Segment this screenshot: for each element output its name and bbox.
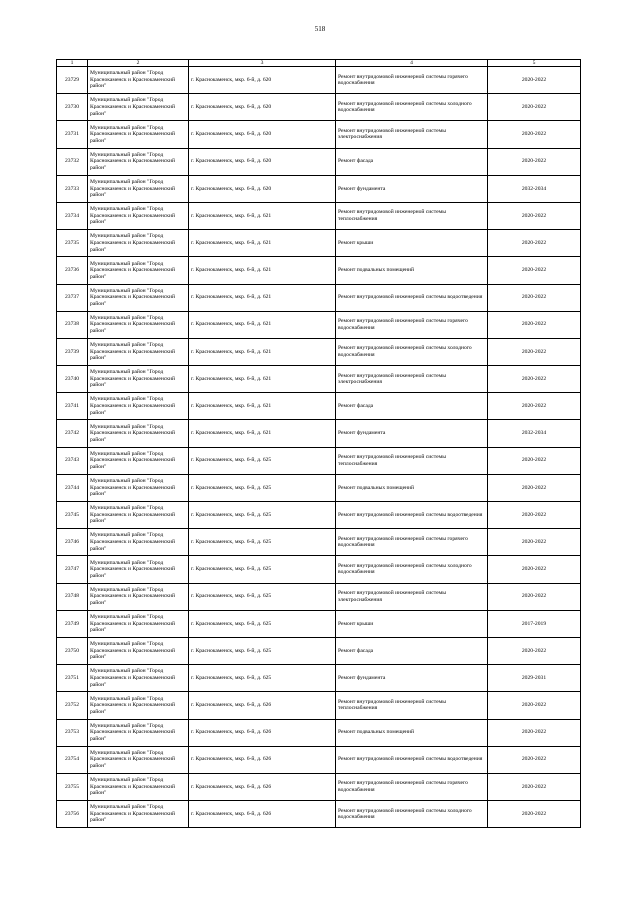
- address-cell: г. Краснокаменск, мкр. 6-й, д. 625: [189, 637, 336, 664]
- municipality-cell: Муниципальный район "Город Краснокаменск и Краснокаменский район": [88, 311, 189, 338]
- row-number: 23747: [57, 556, 88, 583]
- address-cell: г. Краснокаменск, мкр. 6-й, д. 625: [189, 447, 336, 474]
- period-cell: 2020-2022: [488, 230, 581, 257]
- work-type-cell: Ремонт фундамента: [336, 175, 488, 202]
- work-type-cell: Ремонт внутридомовой инженерной системы электроснабжения: [336, 121, 488, 148]
- address-cell: г. Краснокаменск, мкр. 6-й, д. 625: [189, 610, 336, 637]
- table-row: [57, 529, 581, 556]
- table-row: [57, 502, 581, 529]
- row-number: 23756: [57, 801, 88, 828]
- address-cell: г. Краснокаменск, мкр. 6-й, д. 620: [189, 67, 336, 94]
- work-type-cell: Ремонт фасада: [336, 148, 488, 175]
- table-row: [57, 583, 581, 610]
- municipality-cell: Муниципальный район "Город Краснокаменск и Краснокаменский район": [88, 502, 189, 529]
- municipality-cell: Муниципальный район "Город Краснокаменск и Краснокаменский район": [88, 338, 189, 365]
- work-type-cell: Ремонт внутридомовой инженерной системы холодного водоснабжения: [336, 801, 488, 828]
- table-row: [57, 637, 581, 664]
- municipality-cell: Муниципальный район "Город Краснокаменск и Краснокаменский район": [88, 474, 189, 501]
- table-row: [57, 393, 581, 420]
- period-cell: 2020-2022: [488, 502, 581, 529]
- municipality-cell: Муниципальный район "Город Краснокаменск и Краснокаменский район": [88, 637, 189, 664]
- table-row: [57, 746, 581, 773]
- column-header-1: 1: [57, 60, 88, 67]
- address-cell: г. Краснокаменск, мкр. 6-й, д. 625: [189, 474, 336, 501]
- period-cell: 2020-2022: [488, 773, 581, 800]
- period-cell: 2020-2022: [488, 284, 581, 311]
- municipality-cell: Муниципальный район "Город Краснокаменск и Краснокаменский район": [88, 746, 189, 773]
- row-number: 23737: [57, 284, 88, 311]
- municipality-cell: Муниципальный район "Город Краснокаменск и Краснокаменский район": [88, 447, 189, 474]
- work-type-cell: Ремонт подвальных помещений: [336, 719, 488, 746]
- work-type-cell: Ремонт внутридомовой инженерной системы теплоснабжения: [336, 202, 488, 229]
- row-number: 23735: [57, 230, 88, 257]
- row-number: 23753: [57, 719, 88, 746]
- table-row: [57, 311, 581, 338]
- municipality-cell: Муниципальный район "Город Краснокаменск и Краснокаменский район": [88, 175, 189, 202]
- row-number: 23744: [57, 474, 88, 501]
- table-row: [57, 148, 581, 175]
- work-type-cell: Ремонт внутридомовой инженерной системы электроснабжения: [336, 583, 488, 610]
- address-cell: г. Краснокаменск, мкр. 6-й, д. 626: [189, 692, 336, 719]
- work-type-cell: Ремонт внутридомовой инженерной системы водоотведения: [336, 284, 488, 311]
- address-cell: г. Краснокаменск, мкр. 6-й, д. 621: [189, 230, 336, 257]
- capital-repair-table: [56, 59, 581, 828]
- row-number: 23731: [57, 121, 88, 148]
- municipality-cell: Муниципальный район "Город Краснокаменск и Краснокаменский район": [88, 284, 189, 311]
- work-type-cell: Ремонт внутридомовой инженерной системы горячего водоснабжения: [336, 67, 488, 94]
- table-row: [57, 447, 581, 474]
- address-cell: г. Краснокаменск, мкр. 6-й, д. 621: [189, 202, 336, 229]
- table-row: [57, 474, 581, 501]
- row-number: 23738: [57, 311, 88, 338]
- work-type-cell: Ремонт внутридомовой инженерной системы теплоснабжения: [336, 447, 488, 474]
- period-cell: 2020-2022: [488, 529, 581, 556]
- period-cell: 2020-2022: [488, 366, 581, 393]
- address-cell: г. Краснокаменск, мкр. 6-й, д. 625: [189, 583, 336, 610]
- row-number: 23740: [57, 366, 88, 393]
- period-cell: 2032-2034: [488, 175, 581, 202]
- row-number: 23748: [57, 583, 88, 610]
- period-cell: 2020-2022: [488, 94, 581, 121]
- period-cell: 2020-2022: [488, 202, 581, 229]
- table-row: [57, 121, 581, 148]
- address-cell: г. Краснокаменск, мкр. 6-й, д. 621: [189, 366, 336, 393]
- work-type-cell: Ремонт внутридомовой инженерной системы водоотведения: [336, 502, 488, 529]
- municipality-cell: Муниципальный район "Город Краснокаменск и Краснокаменский район": [88, 610, 189, 637]
- work-type-cell: Ремонт подвальных помещений: [336, 474, 488, 501]
- work-type-cell: Ремонт внутридомовой инженерной системы теплоснабжения: [336, 692, 488, 719]
- work-type-cell: Ремонт крыши: [336, 610, 488, 637]
- page-number: 518: [314, 25, 326, 33]
- work-type-cell: Ремонт внутридомовой инженерной системы холодного водоснабжения: [336, 556, 488, 583]
- work-type-cell: Ремонт фасада: [336, 637, 488, 664]
- row-number: 23741: [57, 393, 88, 420]
- period-cell: 2020-2022: [488, 447, 581, 474]
- table-row: [57, 257, 581, 284]
- column-header-3: 3: [189, 60, 336, 67]
- address-cell: г. Краснокаменск, мкр. 6-й, д. 625: [189, 502, 336, 529]
- municipality-cell: Муниципальный район "Город Краснокаменск и Краснокаменский район": [88, 801, 189, 828]
- address-cell: г. Краснокаменск, мкр. 6-й, д. 621: [189, 420, 336, 447]
- work-type-cell: Ремонт внутридомовой инженерной системы горячего водоснабжения: [336, 311, 488, 338]
- table-row: [57, 284, 581, 311]
- table-row: [57, 773, 581, 800]
- work-type-cell: Ремонт фундамента: [336, 665, 488, 692]
- row-number: 23755: [57, 773, 88, 800]
- municipality-cell: Муниципальный район "Город Краснокаменск и Краснокаменский район": [88, 556, 189, 583]
- table-row: [57, 556, 581, 583]
- municipality-cell: Муниципальный район "Город Краснокаменск и Краснокаменский район": [88, 67, 189, 94]
- period-cell: 2020-2022: [488, 148, 581, 175]
- municipality-cell: Муниципальный район "Город Краснокаменск и Краснокаменский район": [88, 257, 189, 284]
- row-number: 23749: [57, 610, 88, 637]
- address-cell: г. Краснокаменск, мкр. 6-й, д. 625: [189, 529, 336, 556]
- work-type-cell: Ремонт подвальных помещений: [336, 257, 488, 284]
- table-row: [57, 366, 581, 393]
- address-cell: г. Краснокаменск, мкр. 6-й, д. 621: [189, 311, 336, 338]
- address-cell: г. Краснокаменск, мкр. 6-й, д. 620: [189, 94, 336, 121]
- row-number: 23745: [57, 502, 88, 529]
- municipality-cell: Муниципальный район "Город Краснокаменск и Краснокаменский район": [88, 202, 189, 229]
- table-row: [57, 420, 581, 447]
- address-cell: г. Краснокаменск, мкр. 6-й, д. 621: [189, 393, 336, 420]
- period-cell: 2020-2022: [488, 719, 581, 746]
- row-number: 23752: [57, 692, 88, 719]
- work-type-cell: Ремонт фасада: [336, 393, 488, 420]
- municipality-cell: Муниципальный район "Город Краснокаменск и Краснокаменский район": [88, 148, 189, 175]
- table-row: [57, 230, 581, 257]
- work-type-cell: Ремонт фундамента: [336, 420, 488, 447]
- address-cell: г. Краснокаменск, мкр. 6-й, д. 626: [189, 746, 336, 773]
- municipality-cell: Муниципальный район "Город Краснокаменск и Краснокаменский район": [88, 665, 189, 692]
- column-header-4: 4: [336, 60, 488, 67]
- municipality-cell: Муниципальный район "Город Краснокаменск и Краснокаменский район": [88, 583, 189, 610]
- municipality-cell: Муниципальный район "Город Краснокаменск и Краснокаменский район": [88, 773, 189, 800]
- table-row: [57, 338, 581, 365]
- address-cell: г. Краснокаменск, мкр. 6-й, д. 625: [189, 665, 336, 692]
- address-cell: г. Краснокаменск, мкр. 6-й, д. 626: [189, 801, 336, 828]
- address-cell: г. Краснокаменск, мкр. 6-й, д. 621: [189, 284, 336, 311]
- period-cell: 2020-2022: [488, 637, 581, 664]
- work-type-cell: Ремонт крыши: [336, 230, 488, 257]
- period-cell: 2020-2022: [488, 583, 581, 610]
- municipality-cell: Муниципальный район "Город Краснокаменск и Краснокаменский район": [88, 393, 189, 420]
- address-cell: г. Краснокаменск, мкр. 6-й, д. 620: [189, 121, 336, 148]
- period-cell: 2020-2022: [488, 474, 581, 501]
- table-row: [57, 719, 581, 746]
- column-header-5: 5: [488, 60, 581, 67]
- municipality-cell: Муниципальный район "Город Краснокаменск и Краснокаменский район": [88, 366, 189, 393]
- work-type-cell: Ремонт внутридомовой инженерной системы холодного водоснабжения: [336, 94, 488, 121]
- address-cell: г. Краснокаменск, мкр. 6-й, д. 620: [189, 175, 336, 202]
- table-row: [57, 67, 581, 94]
- period-cell: 2020-2022: [488, 121, 581, 148]
- table-row: [57, 692, 581, 719]
- period-cell: 2020-2022: [488, 67, 581, 94]
- address-cell: г. Краснокаменск, мкр. 6-й, д. 626: [189, 719, 336, 746]
- period-cell: 2020-2022: [488, 311, 581, 338]
- row-number: 23746: [57, 529, 88, 556]
- row-number: 23739: [57, 338, 88, 365]
- municipality-cell: Муниципальный район "Город Краснокаменск и Краснокаменский район": [88, 121, 189, 148]
- row-number: 23733: [57, 175, 88, 202]
- address-cell: г. Краснокаменск, мкр. 6-й, д. 621: [189, 338, 336, 365]
- period-cell: 2032-2034: [488, 420, 581, 447]
- work-type-cell: Ремонт внутридомовой инженерной системы электроснабжения: [336, 366, 488, 393]
- address-cell: г. Краснокаменск, мкр. 6-й, д. 626: [189, 773, 336, 800]
- row-number: 23751: [57, 665, 88, 692]
- period-cell: 2020-2022: [488, 801, 581, 828]
- address-cell: г. Краснокаменск, мкр. 6-й, д. 621: [189, 257, 336, 284]
- work-type-cell: Ремонт внутридомовой инженерной системы холодного водоснабжения: [336, 338, 488, 365]
- municipality-cell: Муниципальный район "Город Краснокаменск и Краснокаменский район": [88, 230, 189, 257]
- period-cell: 2020-2022: [488, 556, 581, 583]
- address-cell: г. Краснокаменск, мкр. 6-й, д. 620: [189, 148, 336, 175]
- period-cell: 2020-2022: [488, 746, 581, 773]
- row-number: 23743: [57, 447, 88, 474]
- column-header-2: 2: [88, 60, 189, 67]
- table-row: [57, 801, 581, 828]
- period-cell: 2020-2022: [488, 692, 581, 719]
- table-body: [57, 67, 581, 828]
- period-cell: 2020-2022: [488, 338, 581, 365]
- row-number: 23734: [57, 202, 88, 229]
- municipality-cell: Муниципальный район "Город Краснокаменск и Краснокаменский район": [88, 94, 189, 121]
- row-number: 23729: [57, 67, 88, 94]
- municipality-cell: Муниципальный район "Город Краснокаменск и Краснокаменский район": [88, 529, 189, 556]
- table-row: [57, 175, 581, 202]
- table-row: [57, 610, 581, 637]
- work-type-cell: Ремонт внутридомовой инженерной системы водоотведения: [336, 746, 488, 773]
- table-row: [57, 202, 581, 229]
- row-number: 23750: [57, 637, 88, 664]
- municipality-cell: Муниципальный район "Город Краснокаменск и Краснокаменский район": [88, 719, 189, 746]
- column-number-row: [57, 60, 581, 67]
- work-type-cell: Ремонт внутридомовой инженерной системы горячего водоснабжения: [336, 529, 488, 556]
- municipality-cell: Муниципальный район "Город Краснокаменск и Краснокаменский район": [88, 420, 189, 447]
- row-number: 23736: [57, 257, 88, 284]
- period-cell: 2017-2019: [488, 610, 581, 637]
- municipality-cell: Муниципальный район "Город Краснокаменск и Краснокаменский район": [88, 692, 189, 719]
- row-number: 23730: [57, 94, 88, 121]
- table-row: [57, 94, 581, 121]
- period-cell: 2020-2022: [488, 393, 581, 420]
- row-number: 23732: [57, 148, 88, 175]
- work-type-cell: Ремонт внутридомовой инженерной системы горячего водоснабжения: [336, 773, 488, 800]
- address-cell: г. Краснокаменск, мкр. 6-й, д. 625: [189, 556, 336, 583]
- period-cell: 2020-2022: [488, 257, 581, 284]
- row-number: 23754: [57, 746, 88, 773]
- row-number: 23742: [57, 420, 88, 447]
- period-cell: 2029-2031: [488, 665, 581, 692]
- table-row: [57, 665, 581, 692]
